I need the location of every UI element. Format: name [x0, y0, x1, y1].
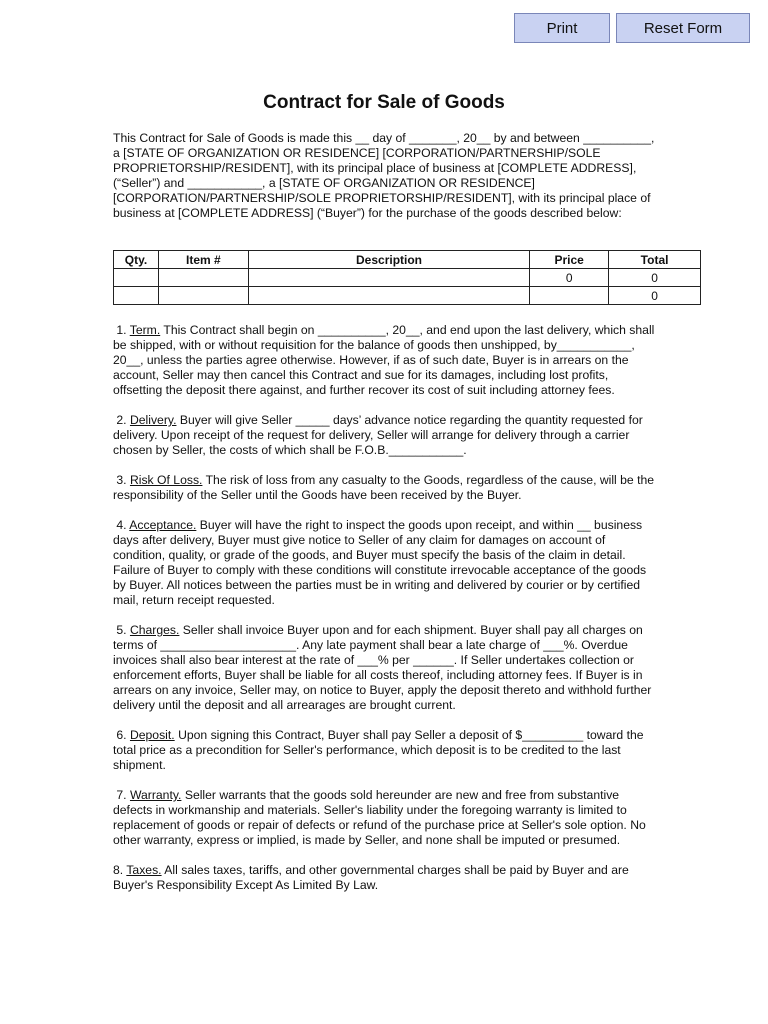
- total-cell: 0: [609, 287, 701, 305]
- clause-number: 1.: [116, 323, 127, 337]
- clause-risk-of-loss: [113, 473, 655, 503]
- clause-text: Buyer will have the right to inspect the goods upon receipt, and within __ business days after delivery, Buyer must give notice to Seller of any claim for damages on account of condition, quality, or grade of the goods, and Buyer must specify the basis of the claim in detail. Failure of Buyer to comply with these conditions will constitute irrevocable acceptance of the goods by Buyer. All notices between the parties must be in writing and delivered by courier or by certified mail, return receipt requested.: [113, 518, 647, 607]
- column-header-total: Total: [609, 251, 701, 269]
- clause-text: Seller shall invoice Buyer upon and for each shipment. Buyer shall pay all charges on terms of ____________________. Any late payment shall bear a late charge of ___%. Overdue invoices shall also bear interest at the rate of ___% per ______. If Seller undertakes collection or enforcement efforts, Buyer shall be liable for all costs thereof, including attorney fees. If Buyer is in arrears on any invoice, Seller may, on notice to Buyer, apply the deposit thereto and withhold further delivery until the deposit and all arrearages are brought current.: [113, 623, 652, 712]
- clause-heading: Term.: [129, 323, 161, 337]
- goods-table: [113, 250, 701, 305]
- clause-heading: Charges.: [129, 623, 180, 637]
- clause-delivery: [113, 413, 655, 458]
- clause-deposit: [113, 728, 655, 773]
- clause-heading: Acceptance.: [129, 518, 197, 532]
- clause-text: Buyer will give Seller _____ days’ advance notice regarding the quantity requested for delivery. Upon receipt of the request for delivery, Seller will arrange for delivery through a carrier chosen by Seller, the costs of which shall be F.O.B.___________.: [113, 413, 643, 457]
- intro-paragraph: [113, 131, 655, 221]
- intro-text: This Contract for Sale of Goods is made this __ day of _______, 20__ by and between __________, a [STATE OF ORGANIZATION OR RESIDENCE] [CORPORATION/PARTNERSHIP/SOLE PROPRIETORSHIP/RESIDENT], with its principal place of business at [COMPLETE ADDRESS], (“Seller”) and ___________, a [STATE OF ORGANIZATION OR RESIDENCE] [CORPORATION/PARTNERSHIP/SOLE PROPRIETORSHIP/RESIDENT], with its principal place of business at [COMPLETE ADDRESS] (“Buyer”) for the purchase of the goods described below:: [113, 131, 655, 220]
- clause-number: 8.: [113, 863, 124, 877]
- column-header-price: Price: [530, 251, 609, 269]
- qty-cell[interactable]: [114, 287, 159, 305]
- item-cell[interactable]: [158, 287, 248, 305]
- item-cell[interactable]: [158, 269, 248, 287]
- clause-text: Seller warrants that the goods sold hereunder are new and free from substantive defects in workmanship and materials. Seller's liability under the foregoing warranty is limited to replacement of goods or repair of defects or refund of the purchase price at Seller's sole option. No other warranty, express or implied, is made by Seller, and none shall be imputed or presumed.: [113, 788, 646, 847]
- clause-warranty: [113, 788, 655, 848]
- goods-table-header: [114, 251, 701, 269]
- clause-term: [113, 323, 655, 398]
- clause-number: 4.: [116, 518, 127, 532]
- clause-text: Upon signing this Contract, Buyer shall pay Seller a deposit of $_________ toward the total price as a precondition for Seller's performance, which deposit is to be credited to the last shipment.: [113, 728, 644, 772]
- document-title: Contract for Sale of Goods: [263, 92, 505, 113]
- qty-cell[interactable]: [114, 269, 159, 287]
- description-cell[interactable]: [248, 269, 529, 287]
- clause-number: 7.: [116, 788, 127, 802]
- clause-text: All sales taxes, tariffs, and other governmental charges shall be paid by Buyer and are Buyer's Responsibility Except As Limited By Law.: [113, 863, 629, 892]
- description-cell[interactable]: [248, 287, 529, 305]
- clause-heading: Taxes.: [126, 863, 162, 877]
- column-header-qty: Qty.: [114, 251, 159, 269]
- clause-heading: Risk Of Loss.: [129, 473, 203, 487]
- clause-number: 5.: [116, 623, 127, 637]
- column-header-description: Description: [248, 251, 529, 269]
- reset-form-button[interactable]: Reset Form: [616, 13, 750, 43]
- clause-text: This Contract shall begin on __________, 20__, and end upon the last delivery, which shall be shipped, with or without requisition for the balance of goods then unshipped, by___________, 20__, unless the parties agree otherwise. However, if as of such date, Buyer is in arrears on the account, Seller may then cancel this Contract and sue for its damages, including lost profits, offsetting the deposit there against, and further recover its cost of suit including attorney fees.: [113, 323, 655, 397]
- table-row: [114, 269, 701, 287]
- clause-acceptance: [113, 518, 655, 608]
- clause-taxes: [113, 863, 655, 893]
- contract-clauses: [113, 323, 655, 908]
- table-row: [114, 287, 701, 305]
- clause-heading: Delivery.: [129, 413, 177, 427]
- clause-charges: [113, 623, 655, 713]
- price-cell[interactable]: 0: [530, 269, 609, 287]
- column-header-item: Item #: [158, 251, 248, 269]
- clause-number: 6.: [116, 728, 127, 742]
- print-button[interactable]: Print: [514, 13, 610, 43]
- clause-heading: Warranty.: [129, 788, 182, 802]
- total-cell: 0: [609, 269, 701, 287]
- clause-number: 3.: [116, 473, 127, 487]
- clause-number: 2.: [116, 413, 127, 427]
- price-cell[interactable]: [530, 287, 609, 305]
- clause-heading: Deposit.: [129, 728, 175, 742]
- clause-text: The risk of loss from any casualty to the Goods, regardless of the cause, will be the responsibility of the Seller until the Goods have been received by the Buyer.: [113, 473, 655, 502]
